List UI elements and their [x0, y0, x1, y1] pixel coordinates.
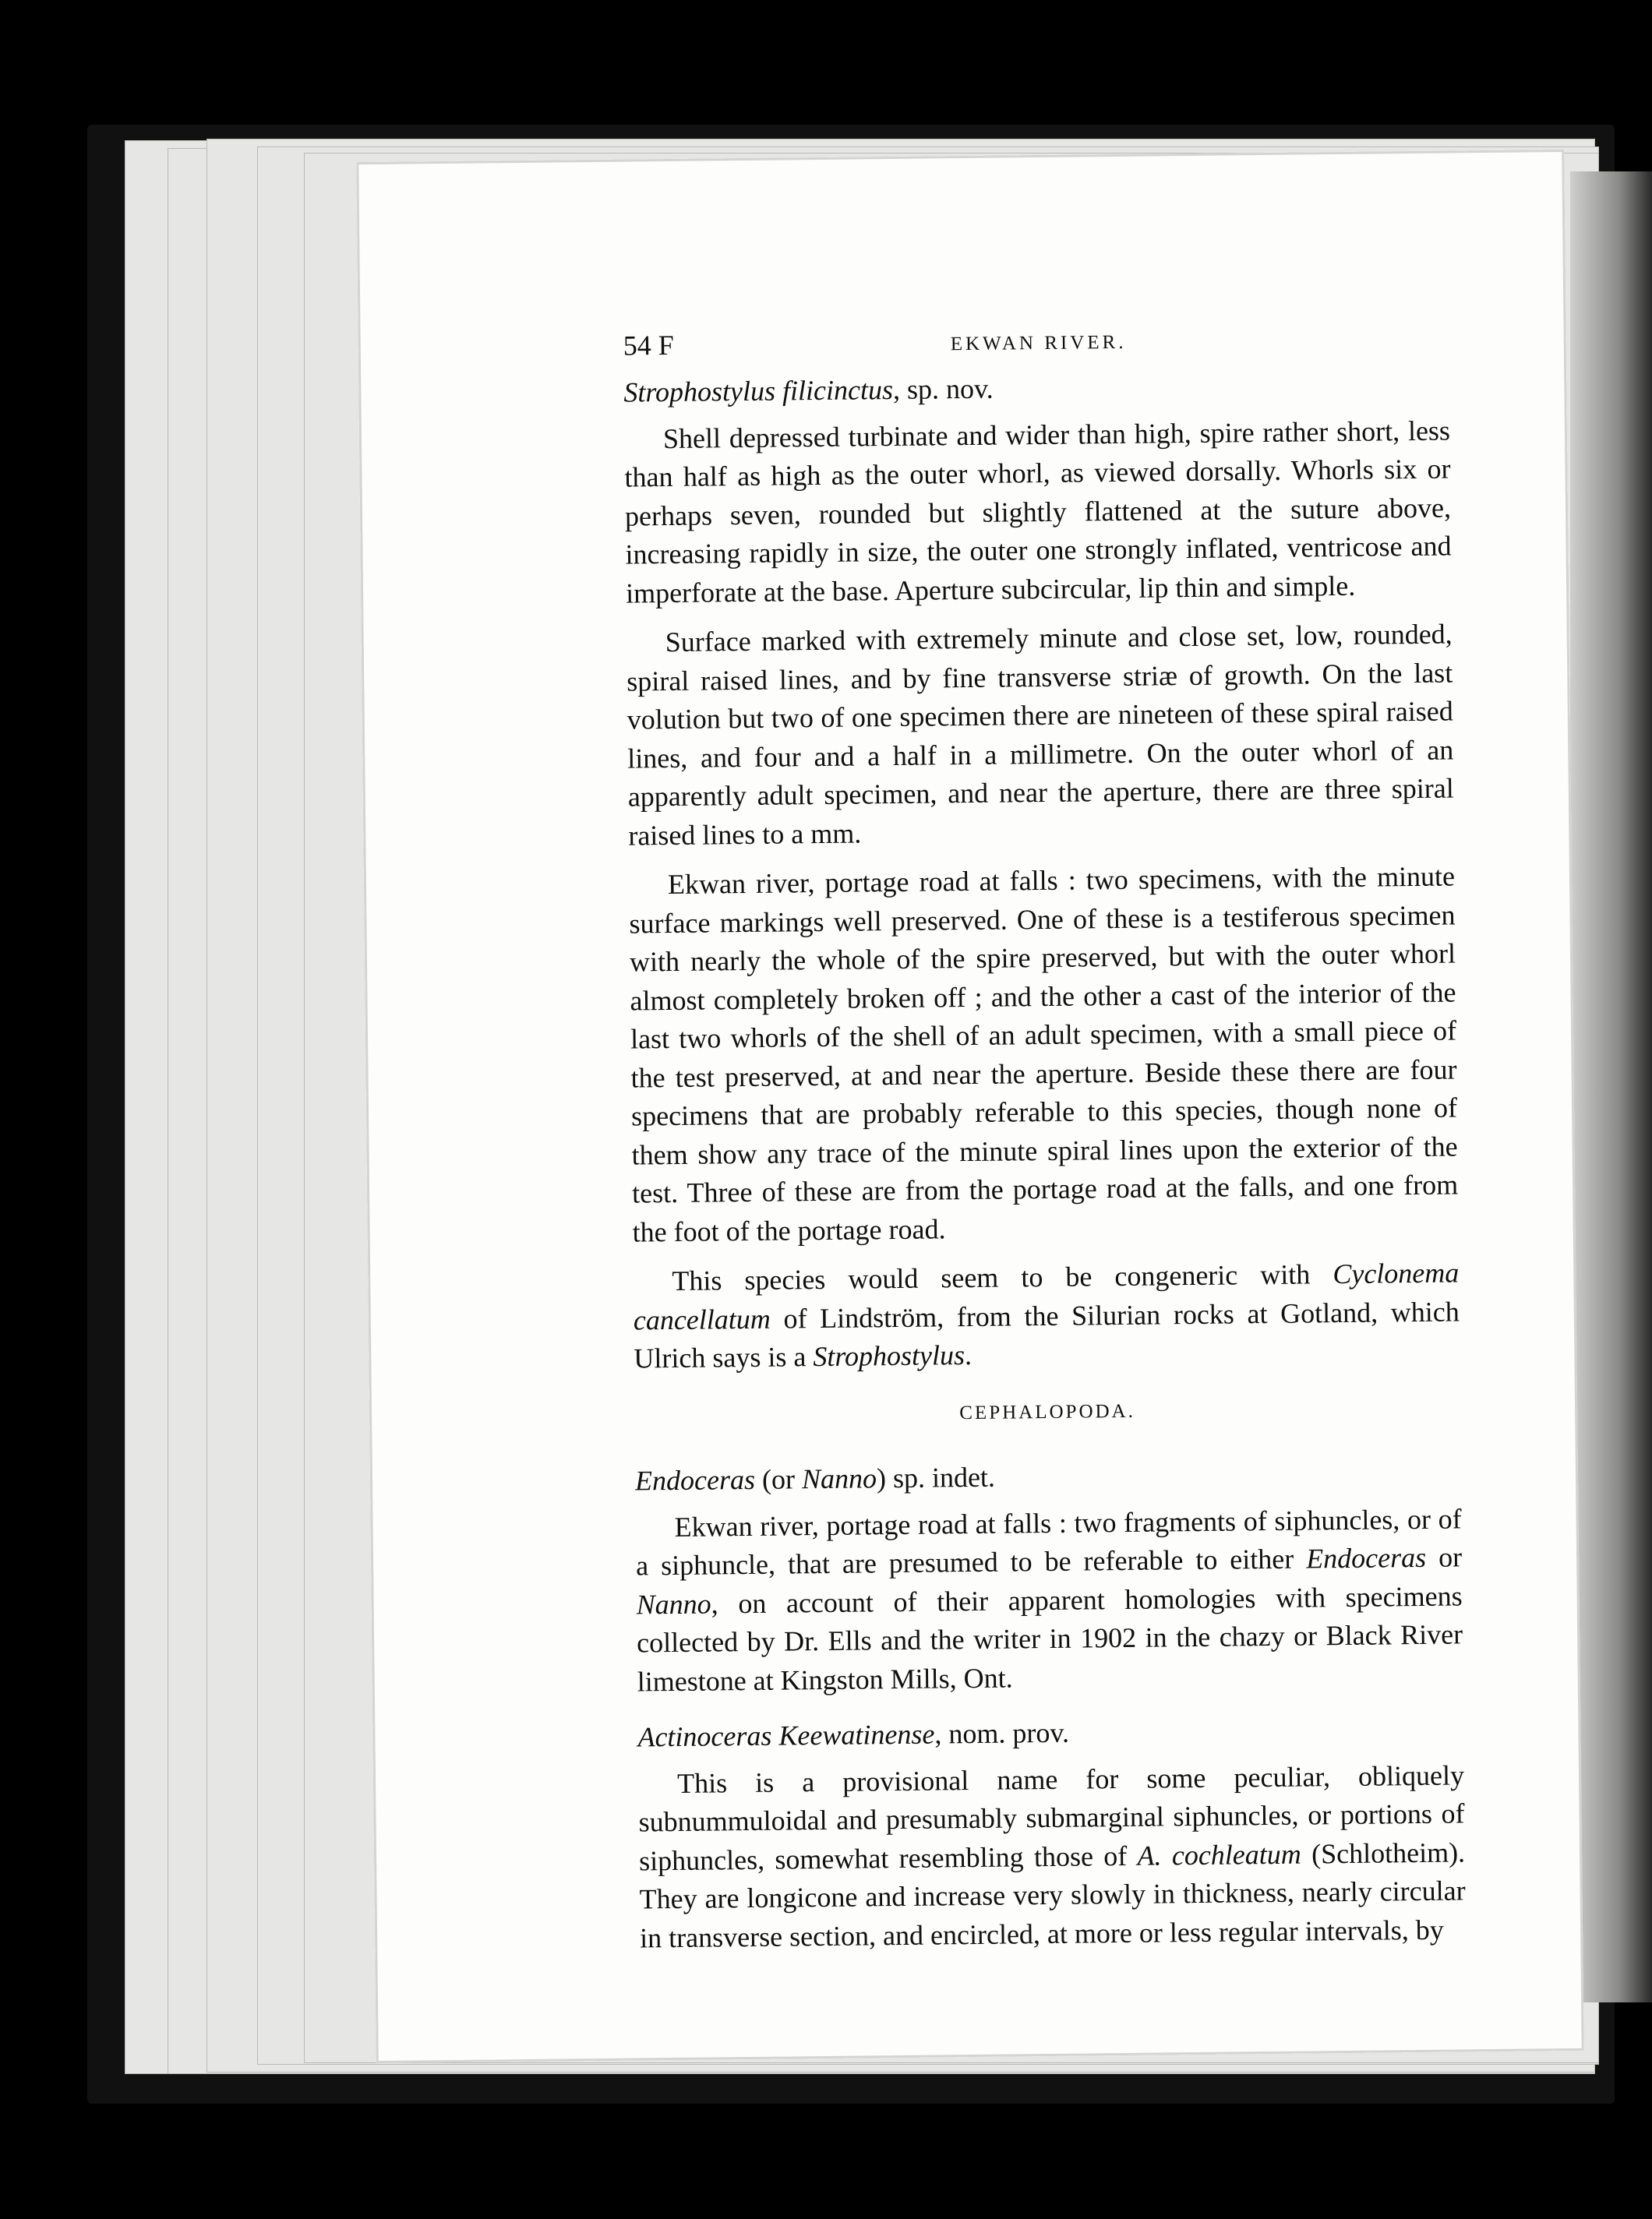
- binding-shadow: [1570, 171, 1652, 2002]
- page-content: [623, 319, 1466, 1969]
- section-heading: CEPHALOPODA.: [959, 1400, 1136, 1423]
- running-head: [623, 319, 1449, 374]
- paragraph: Surface marked with extremely minute and close set, low, rounded, spiral raised lines, and by fine transverse striæ of growth. On the last volution but two of one specimen there are nineteen of these spiral raised lines, and four and a half in a millimetre. On the outer whorl of an apparently adult specimen, and near the aperture, there are three spiral raised lines to a mm.: [627, 618, 1454, 852]
- paragraph: Ekwan river, portage road at falls : two fragments of siphuncles, or of a siphuncle, that are presumed to be referable to either Endoceras or Nanno, on account of their apparent homologies with specimens collected by Dr. Ells and the writer in 1902 in the chazy or Black River limestone at Kingston Mills, Ont.: [635, 1502, 1463, 1698]
- book-page: [356, 150, 1583, 2063]
- species-heading: Strophostylus filicinctus, sp. nov.: [623, 372, 994, 408]
- paragraph: Ekwan river, portage road at falls : two specimens, with the minute surface markings well preserved. One of these is a testiferous specimen with nearly the whole of the spire preserved, but with the outer whorl almost completely broken off ; and the other a cast of the interior of the last two whorls of the shell of an adult specimen, with a small piece of the test preserved, at and near the aperture. Beside these there are four specimens that are probably referable to this species, though none of them show any trace of the minute spiral lines upon the exterior of the test. Three of these are from the portage road at the falls, and one from the foot of the portage road.: [629, 860, 1459, 1248]
- page-number: 54 F: [623, 329, 674, 362]
- paragraph: Shell depressed turbinate and wider than high, spire rather short, less than half as high as the outer whorl, as viewed dorsally. Whorls six or perhaps seven, rounded but slightly flattened at the suture above, increasing rapidly in size, the outer one strongly inflated, ventricose and imperforate at the base. Aperture subcircular, lip thin and simple.: [624, 415, 1452, 609]
- species-name: Strophostylus filicinctus: [623, 373, 894, 408]
- species-heading: Endoceras (or Nanno) sp. indet.: [634, 1461, 996, 1497]
- running-title: EKWAN RIVER.: [950, 331, 1127, 355]
- species-heading: Actinoceras Keewatinense, nom. prov.: [637, 1716, 1070, 1753]
- paragraph: This is a provisional name for some peculiar, obliquely subnummuloidal and presumably submarginal siphuncles, or portions of siphuncles, somewhat resembling those of A. cochleatum (Schlotheim). They are longicone and increase very slowly in thickness, nearly circular in transverse section, and encircled, at more or less regular intervals, by: [638, 1759, 1466, 1953]
- paragraph: This species would seem to be congeneric with Cyclonema cancellatum of Lindström, from the Silurian rocks at Gotland, which Ulrich says is a Strophostylus.: [633, 1257, 1460, 1374]
